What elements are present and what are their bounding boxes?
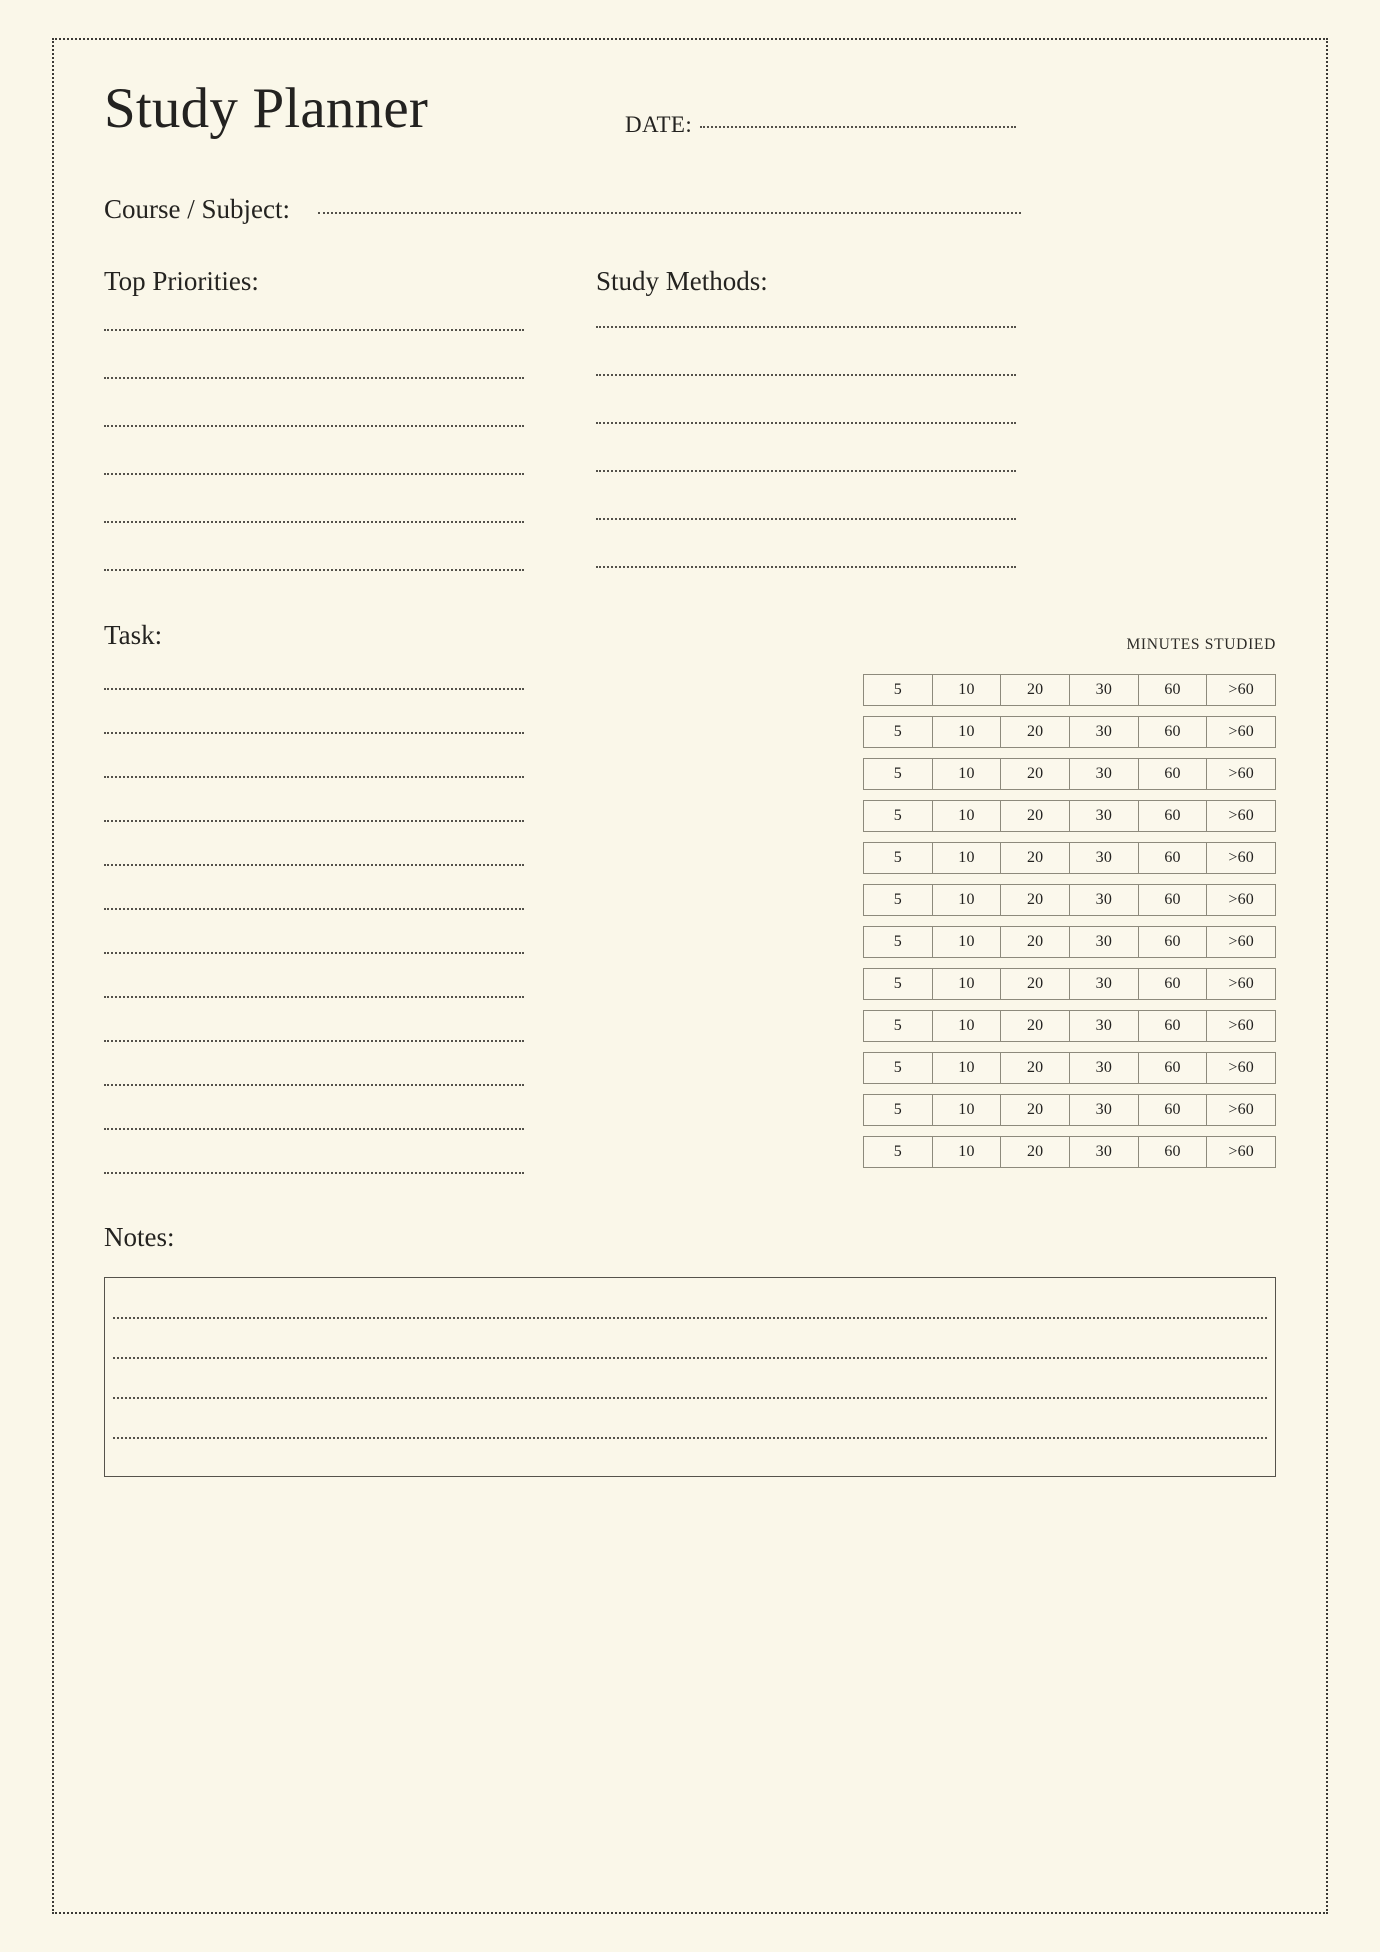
notes-line[interactable] <box>113 1317 1267 1319</box>
minutes-row <box>863 800 1276 832</box>
minutes-cell[interactable]: 5 <box>864 801 933 831</box>
minutes-cell[interactable]: 5 <box>864 675 933 705</box>
notes-heading: Notes: <box>104 1222 175 1252</box>
minutes-cell[interactable]: 30 <box>1070 1137 1139 1167</box>
minutes-cell[interactable]: 30 <box>1070 801 1139 831</box>
minutes-cell[interactable]: 30 <box>1070 759 1139 789</box>
minutes-cell[interactable]: >60 <box>1228 891 1254 908</box>
minutes-studied-heading: MINUTES STUDIED <box>1126 636 1276 653</box>
minutes-cell[interactable]: 30 <box>1070 675 1139 705</box>
minutes-row <box>863 968 1276 1000</box>
minutes-row <box>863 674 1276 706</box>
minutes-cell[interactable]: 20 <box>1001 801 1070 831</box>
minutes-cell[interactable]: 10 <box>933 885 1002 915</box>
minutes-row <box>863 926 1276 958</box>
minutes-cell[interactable]: 60 <box>1139 759 1208 789</box>
date-input-line[interactable] <box>700 125 1016 128</box>
minutes-cell[interactable]: 20 <box>1001 1053 1070 1083</box>
minutes-cell[interactable]: 5 <box>864 1137 933 1167</box>
minutes-cell[interactable]: 10 <box>933 1011 1002 1041</box>
minutes-cell[interactable]: 60 <box>1139 927 1208 957</box>
minutes-cell[interactable]: 60 <box>1139 1011 1208 1041</box>
date-field-group <box>625 112 1016 138</box>
minutes-row <box>863 716 1276 748</box>
minutes-cell[interactable]: >60 <box>1228 765 1254 782</box>
notes-box[interactable] <box>104 1277 1276 1477</box>
minutes-cell[interactable]: >60 <box>1228 681 1254 698</box>
minutes-cell[interactable]: 20 <box>1001 1137 1070 1167</box>
minutes-cell[interactable]: 30 <box>1070 843 1139 873</box>
task-line[interactable] <box>104 952 524 954</box>
priority-line[interactable] <box>104 425 524 427</box>
task-line[interactable] <box>104 732 524 734</box>
method-line[interactable] <box>596 374 1016 376</box>
minutes-cell[interactable]: >60 <box>1228 1017 1254 1034</box>
notes-line[interactable] <box>113 1437 1267 1439</box>
top-priorities-section <box>104 266 524 571</box>
minutes-cell[interactable]: 5 <box>864 927 933 957</box>
task-line[interactable] <box>104 864 524 866</box>
priority-line[interactable] <box>104 569 524 571</box>
minutes-cell[interactable]: 10 <box>933 675 1002 705</box>
date-label: DATE: <box>625 112 693 137</box>
minutes-cell[interactable]: >60 <box>1228 723 1254 740</box>
minutes-row <box>863 842 1276 874</box>
minutes-cell[interactable]: 60 <box>1139 843 1208 873</box>
minutes-cell[interactable]: 30 <box>1070 1053 1139 1083</box>
minutes-cell[interactable]: 20 <box>1001 927 1070 957</box>
minutes-cell[interactable]: 10 <box>933 759 1002 789</box>
minutes-cell[interactable]: >60 <box>1228 1143 1254 1160</box>
minutes-cell[interactable]: >60 <box>1228 849 1254 866</box>
minutes-cell[interactable]: 20 <box>1001 885 1070 915</box>
minutes-cell[interactable]: >60 <box>1228 975 1254 992</box>
method-line[interactable] <box>596 470 1016 472</box>
task-lines <box>104 688 524 1174</box>
course-subject-label: Course / Subject: <box>104 194 290 224</box>
minutes-cell[interactable]: 20 <box>1001 1011 1070 1041</box>
method-line[interactable] <box>596 422 1016 424</box>
minutes-cell[interactable]: 20 <box>1001 759 1070 789</box>
priority-line[interactable] <box>104 329 524 331</box>
minutes-cell[interactable]: 5 <box>864 1011 933 1041</box>
minutes-cell[interactable]: 30 <box>1070 1011 1139 1041</box>
minutes-cell[interactable]: 5 <box>864 885 933 915</box>
minutes-cell[interactable]: 20 <box>1001 675 1070 705</box>
task-line[interactable] <box>104 1172 524 1174</box>
notes-section <box>104 1222 1276 1477</box>
task-line[interactable] <box>104 776 524 778</box>
minutes-cell[interactable]: 10 <box>933 1137 1002 1167</box>
minutes-cell[interactable]: 5 <box>864 717 933 747</box>
task-line[interactable] <box>104 908 524 910</box>
study-methods-heading: Study Methods: <box>596 266 768 296</box>
minutes-cell[interactable]: 10 <box>933 801 1002 831</box>
top-priorities-heading: Top Priorities: <box>104 266 259 296</box>
minutes-row <box>863 758 1276 790</box>
minutes-studied-table <box>863 674 1276 1168</box>
priority-line[interactable] <box>104 377 524 379</box>
minutes-cell[interactable]: 60 <box>1139 1137 1208 1167</box>
minutes-cell[interactable]: >60 <box>1228 1101 1254 1118</box>
minutes-cell[interactable]: >60 <box>1228 807 1254 824</box>
minutes-cell[interactable]: >60 <box>1228 933 1254 950</box>
minutes-cell[interactable]: 10 <box>933 1095 1002 1125</box>
course-subject-field-group <box>104 194 1021 225</box>
task-heading: Task: <box>104 620 163 650</box>
course-subject-input-line[interactable] <box>318 211 1021 214</box>
page-title: Study Planner <box>104 77 429 140</box>
method-line[interactable] <box>596 518 1016 520</box>
task-line[interactable] <box>104 1084 524 1086</box>
priority-line[interactable] <box>104 521 524 523</box>
page-content <box>104 70 1276 1882</box>
minutes-row <box>863 1010 1276 1042</box>
minutes-cell[interactable]: 20 <box>1001 1095 1070 1125</box>
minutes-cell[interactable]: 5 <box>864 969 933 999</box>
minutes-cell[interactable]: 60 <box>1139 675 1208 705</box>
minutes-cell[interactable]: 60 <box>1139 969 1208 999</box>
minutes-cell[interactable]: 60 <box>1139 717 1208 747</box>
minutes-cell[interactable]: 10 <box>933 717 1002 747</box>
task-line[interactable] <box>104 1128 524 1130</box>
minutes-cell[interactable]: 10 <box>933 1053 1002 1083</box>
minutes-cell[interactable]: 10 <box>933 969 1002 999</box>
study-methods-lines <box>596 326 1016 568</box>
minutes-cell[interactable]: 30 <box>1070 1095 1139 1125</box>
minutes-cell[interactable]: 60 <box>1139 885 1208 915</box>
minutes-cell[interactable]: 30 <box>1070 927 1139 957</box>
minutes-row <box>863 1094 1276 1126</box>
task-line[interactable] <box>104 688 524 690</box>
minutes-cell[interactable]: 60 <box>1139 801 1208 831</box>
minutes-cell[interactable]: 30 <box>1070 717 1139 747</box>
task-line[interactable] <box>104 1040 524 1042</box>
minutes-cell[interactable]: 60 <box>1139 1095 1208 1125</box>
minutes-cell[interactable]: 10 <box>933 843 1002 873</box>
header <box>104 70 1276 166</box>
priority-line[interactable] <box>104 473 524 475</box>
minutes-cell[interactable]: 30 <box>1070 969 1139 999</box>
top-priorities-lines <box>104 329 524 571</box>
minutes-row <box>863 1136 1276 1168</box>
minutes-cell[interactable]: 5 <box>864 1095 933 1125</box>
minutes-cell[interactable]: >60 <box>1228 1059 1254 1076</box>
minutes-cell[interactable]: 30 <box>1070 885 1139 915</box>
notes-line[interactable] <box>113 1397 1267 1399</box>
minutes-cell[interactable]: 5 <box>864 843 933 873</box>
minutes-row <box>863 884 1276 916</box>
task-line[interactable] <box>104 996 524 998</box>
task-line[interactable] <box>104 820 524 822</box>
minutes-cell[interactable]: 20 <box>1001 717 1070 747</box>
minutes-cell[interactable]: 5 <box>864 1053 933 1083</box>
minutes-cell[interactable]: 20 <box>1001 969 1070 999</box>
minutes-cell[interactable]: 10 <box>933 927 1002 957</box>
notes-line[interactable] <box>113 1357 1267 1359</box>
method-line[interactable] <box>596 326 1016 328</box>
minutes-cell[interactable]: 5 <box>864 759 933 789</box>
minutes-cell[interactable]: 20 <box>1001 843 1070 873</box>
study-methods-section <box>596 266 1016 568</box>
minutes-row <box>863 1052 1276 1084</box>
minutes-cell[interactable]: 60 <box>1139 1053 1208 1083</box>
method-line[interactable] <box>596 566 1016 568</box>
